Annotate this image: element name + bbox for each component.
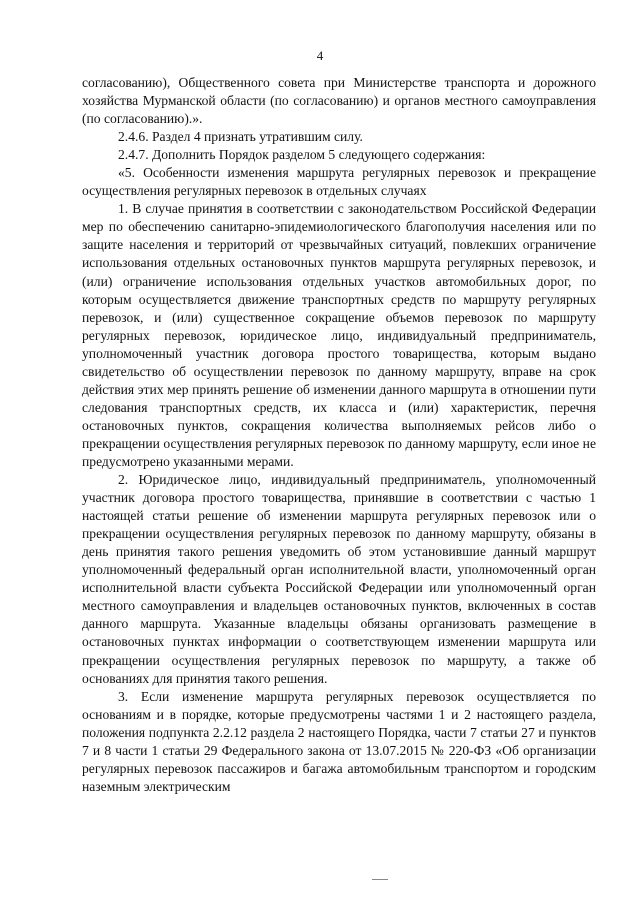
paragraph-item-2-4-7: 2.4.7. Дополнить Порядок разделом 5 следующего содержания: bbox=[118, 147, 486, 163]
clause-3: 3. Если изменение маршрута регулярных перевозок осуществляется по основаниям и в порядке, которые предусмотрены частями 1 и 2 настоящего раздела, положения подпункта 2.2.12 раздела 2 настоящего Порядка, части 7 статьи 27 и пунктов 7 и 8 части 1 статьи 29 Федерального закона от 13.07.2015 № 220-ФЗ «Об организации регулярных перевозок пассажиров и багажа автомобильным транспортом и городским наземным электрическим bbox=[82, 688, 596, 794]
footer-mark bbox=[372, 879, 388, 880]
clause-1: 1. В случае принятия в соответствии с законодательством Российской Федерации мер по обеспечению санитарно-эпидемиологического благополучия населения или по защите населения и территорий от чрезвычайных ситуаций, повлекших ограничение использования отдельных остановочных пунктов маршрута регулярных перевозок, и (или) ограничение использования отдельных участков автомобильных дорог, по которым осуществляется движение транспортных средств по маршруту регулярных перевозок, и (или) существенное сокращение объемов перевозок по маршруту регулярных перевозок, юридическое лицо, индивидуальный предприниматель, уполномоченный участник договора простого товарищества, которым выдано свидетельство об осуществлении перевозок по данному маршруту, вправе на срок действия этих мер принять решение об изменении данного маршрута в отношении пути следования транспортных средств, их класса и (или) характеристик, перечня остановочных пунктов, сокращения количества выполняемых рейсов либо о прекращении осуществления регулярных перевозок по данному маршруту, если иное не предусмотрено указанными мерами. bbox=[82, 201, 596, 469]
paragraph-item-2-4-6: 2.4.6. Раздел 4 признать утратившим силу. bbox=[118, 129, 363, 145]
clause-2: 2. Юридическое лицо, индивидуальный предприниматель, уполномоченный участник договора простого товарищества, принявшие в соответствии с частью 1 настоящей статьи решение об изменении маршрута регулярных перевозок или о прекращении осуществления регулярных перевозок по данному маршруту, обязаны в день принятия такого решения уведомить об этом установившие данный маршрут уполномоченный федеральный орган исполнительной власти, уполномоченный орган исполнительной власти субъекта Российской Федерации или уполномоченный орган местного самоуправления и владельцев остановочных пунктов, включенных в состав данного маршрута. Указанные владельцы обязаны организовать размещение в остановочных пунктах информации о соответствующем изменении маршрута или прекращении осуществления регулярных перевозок по маршруту, а также об основаниях для принятия такого решения. bbox=[82, 472, 596, 686]
paragraph-continuation: согласованию), Общественного совета при Министерстве транспорта и дорожного хозяйства Мурманской области (по согласованию) и органов местного самоуправления (по согласованию).». bbox=[82, 75, 596, 127]
page-number: 4 bbox=[316, 48, 324, 63]
section-5-heading: «5. Особенности изменения маршрута регулярных перевозок и прекращение осуществления регулярных перевозок в отдельных случаях bbox=[82, 165, 596, 199]
document-body bbox=[82, 74, 596, 796]
